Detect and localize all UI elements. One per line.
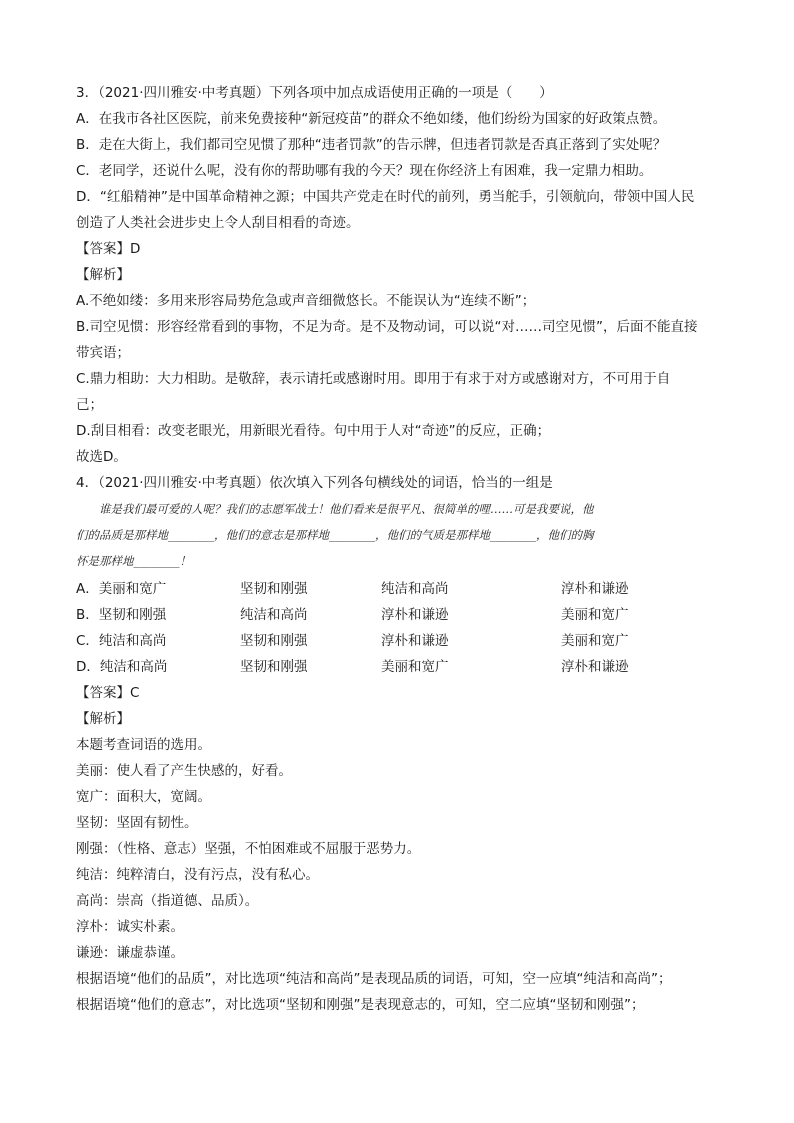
question-3-option-a: A．在我市各社区医院，前来免费接种“新冠疫苗”的群众不绝如缕，他们纷纷为国家的好政策点赞。 bbox=[76, 111, 667, 127]
question-4-analysis-line: 根据语境“他们的意志”，对比选项“坚韧和刚强”是表现意志的，可知，空二应填“坚韧和刚强”； bbox=[76, 997, 645, 1013]
question-4-analysis-line: 淳朴：诚实朴素。 bbox=[76, 919, 184, 935]
question-3-analysis-heading: 【解析】 bbox=[76, 267, 130, 283]
option-cell: C．纯洁和高尚 bbox=[76, 633, 167, 649]
option-cell: D．纯洁和高尚 bbox=[76, 659, 168, 675]
question-4-option-row-a bbox=[76, 580, 726, 598]
question-4-answer: 【答案】C bbox=[76, 685, 140, 701]
option-cell: 坚韧和刚强 bbox=[240, 581, 308, 597]
question-4-option-row-d bbox=[76, 658, 726, 676]
option-cell: 淳朴和谦逊 bbox=[381, 633, 449, 649]
question-4-analysis-line: 美丽：使人看了产生快感的，好看。 bbox=[76, 763, 292, 779]
question-4-passage-line: 们的品质是那样地________，他们的意志是那样地________，他们的气质是那样地________，他们的胸 bbox=[76, 528, 594, 542]
question-3-analysis-line: 故选D。 bbox=[76, 449, 127, 465]
question-4-analysis-line: 坚韧：坚固有韧性。 bbox=[76, 815, 198, 831]
question-4-option-row-b bbox=[76, 606, 726, 624]
option-cell: 淳朴和谦逊 bbox=[561, 581, 629, 597]
option-cell: 纯洁和高尚 bbox=[381, 581, 449, 597]
question-3-stem: 3．（2021·四川雅安·中考真题）下列各项中加点成语使用正确的一项是（ ） bbox=[76, 85, 553, 101]
question-3-analysis-line: C.鼎力相助：大力相助。是敬辞，表示请托或感谢时用。即用于有求于对方或感谢对方，不可用于自 bbox=[76, 371, 671, 387]
question-3-analysis-line: B.司空见惯：形容经常看到的事物，不足为奇。是不及物动词，可以说“对……司空见惯”，后面不能直接 bbox=[76, 319, 698, 335]
question-3-answer: 【答案】D bbox=[76, 241, 141, 257]
option-cell: 美丽和宽广 bbox=[561, 633, 629, 649]
question-4-analysis-line: 宽广：面积大，宽阔。 bbox=[76, 789, 211, 805]
option-cell: 坚韧和刚强 bbox=[240, 633, 308, 649]
option-cell: 坚韧和刚强 bbox=[240, 659, 308, 675]
question-3-analysis-line: 带宾语； bbox=[76, 345, 130, 361]
question-4-analysis-line: 刚强：（性格、意志）坚强，不怕困难或不屈服于恶势力。 bbox=[76, 841, 421, 857]
question-3-option-d: D．“红船精神”是中国革命精神之源；中国共产党走在时代的前列，勇当舵手，引领航向，带领中国人民 bbox=[76, 189, 695, 205]
question-4-analysis-line: 根据语境“他们的品质”，对比选项“纯洁和高尚”是表现品质的词语，可知，空一应填“纯洁和高尚”； bbox=[76, 971, 672, 987]
question-4-stem: 4．（2021·四川雅安·中考真题）依次填入下列各句横线处的词语，恰当的一组是 bbox=[76, 475, 553, 491]
question-4-analysis-line: 纯洁：纯粹清白，没有污点，没有私心。 bbox=[76, 867, 319, 883]
option-cell: B．坚韧和刚强 bbox=[76, 607, 167, 623]
question-4-analysis-line: 本题考查词语的选用。 bbox=[76, 737, 211, 753]
question-4-passage-line: 怀是那样地________！ bbox=[76, 554, 191, 568]
question-4-analysis-line: 谦逊：谦虚恭谨。 bbox=[76, 945, 184, 961]
option-cell: 淳朴和谦逊 bbox=[561, 659, 629, 675]
option-cell: 纯洁和高尚 bbox=[240, 607, 308, 623]
option-cell: 美丽和宽广 bbox=[381, 659, 449, 675]
question-4-analysis-line: 高尚：崇高（指道德、品质）。 bbox=[76, 893, 259, 909]
question-4-option-row-c bbox=[76, 632, 726, 650]
question-3-option-d-continued: 创造了人类社会进步史上令人刮目相看的奇迹。 bbox=[76, 215, 360, 231]
question-3-option-c: C．老同学，还说什么呢，没有你的帮助哪有我的今天？现在你经济上有困难，我一定鼎力相助。 bbox=[76, 163, 653, 179]
question-3-analysis-line: 己； bbox=[76, 397, 103, 413]
question-4-analysis-heading: 【解析】 bbox=[76, 711, 130, 727]
option-cell: 淳朴和谦逊 bbox=[381, 607, 449, 623]
option-cell: 美丽和宽广 bbox=[561, 607, 629, 623]
question-4-passage-line: 谁是我们最可爱的人呢？我们的志愿军战士！他们看来是很平凡、很简单的哩……可是我要说，他 bbox=[76, 502, 594, 516]
question-3-analysis-line: D.刮目相看：改变老眼光，用新眼光看待。句中用于人对“奇迹”的反应，正确； bbox=[76, 423, 551, 439]
question-3-option-b: B．走在大街上，我们都司空见惯了那种“违者罚款”的告示牌，但违者罚款是否真正落到了实处呢？ bbox=[76, 137, 667, 153]
question-3-analysis-line: A.不绝如缕：多用来形容局势危急或声音细微悠长。不能误认为“连续不断”； bbox=[76, 293, 536, 309]
option-cell: A．美丽和宽广 bbox=[76, 581, 167, 597]
